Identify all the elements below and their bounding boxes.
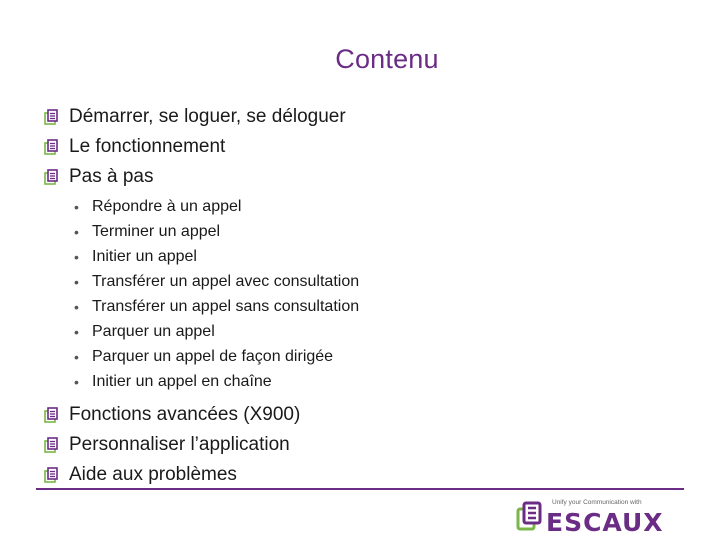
bullet-dot-icon: • bbox=[74, 198, 79, 215]
list-item-label: Aide aux problèmes bbox=[69, 464, 237, 485]
sub-list-item bbox=[44, 219, 684, 244]
sub-list-item bbox=[44, 369, 684, 394]
list-item-label: Démarrer, se loguer, se déloguer bbox=[69, 106, 346, 127]
sub-list-item bbox=[44, 244, 684, 269]
content-list bbox=[44, 102, 684, 490]
sub-list-item-label: Parquer un appel de façon dirigée bbox=[92, 347, 334, 365]
list-item bbox=[44, 102, 684, 132]
list-item bbox=[44, 400, 684, 430]
list-item-label: Personnaliser l’application bbox=[69, 434, 290, 455]
sub-list-item bbox=[44, 344, 684, 369]
sub-list-item-label: Initier un appel bbox=[92, 247, 197, 265]
escaux-logo-icon bbox=[516, 501, 544, 533]
sub-list-item bbox=[44, 269, 684, 294]
document-bullet-icon bbox=[44, 467, 58, 483]
sub-list-item-label: Parquer un appel bbox=[92, 322, 215, 340]
bullet-dot-icon: • bbox=[74, 248, 79, 265]
footer-divider bbox=[36, 488, 684, 490]
bullet-dot-icon: • bbox=[74, 298, 79, 315]
bullet-dot-icon: • bbox=[74, 323, 79, 340]
list-item bbox=[44, 132, 684, 162]
slide-title: Contenu bbox=[335, 44, 439, 74]
bullet-dot-icon: • bbox=[74, 273, 79, 290]
logo-wordmark: ESCAUX bbox=[546, 508, 664, 537]
document-bullet-icon bbox=[44, 169, 58, 185]
sub-list bbox=[44, 194, 684, 394]
document-bullet-icon bbox=[44, 407, 58, 423]
sub-list-item bbox=[44, 294, 684, 319]
list-item-label: Fonctions avancées bbox=[69, 404, 238, 425]
list-item bbox=[44, 460, 684, 490]
sub-list-item-label: Répondre à un appel bbox=[92, 197, 242, 215]
sub-list-item-label: Terminer un appel bbox=[92, 222, 221, 240]
bullet-dot-icon: • bbox=[74, 373, 79, 390]
logo-tagline: Unify your Communication with bbox=[552, 499, 642, 506]
sub-list-item-label: Initier un appel en chaîne bbox=[92, 372, 272, 390]
document-bullet-icon bbox=[44, 139, 58, 155]
list-item bbox=[44, 162, 684, 192]
list-item-label: Pas à pas bbox=[69, 166, 154, 187]
list-item-label: Le fonctionnement bbox=[69, 136, 226, 157]
list-item-suffix: (X900) bbox=[238, 404, 301, 425]
list-item bbox=[44, 430, 684, 460]
bullet-dot-icon: • bbox=[74, 348, 79, 365]
document-bullet-icon bbox=[44, 109, 58, 125]
sub-list-item-label: Transférer un appel avec consultation bbox=[92, 272, 360, 290]
sub-list-item bbox=[44, 194, 684, 219]
sub-list-item-label: Transférer un appel sans consultation bbox=[92, 297, 360, 315]
sub-list-item bbox=[44, 319, 684, 344]
escaux-logo bbox=[516, 497, 676, 535]
bullet-dot-icon: • bbox=[74, 223, 79, 240]
document-bullet-icon bbox=[44, 437, 58, 453]
